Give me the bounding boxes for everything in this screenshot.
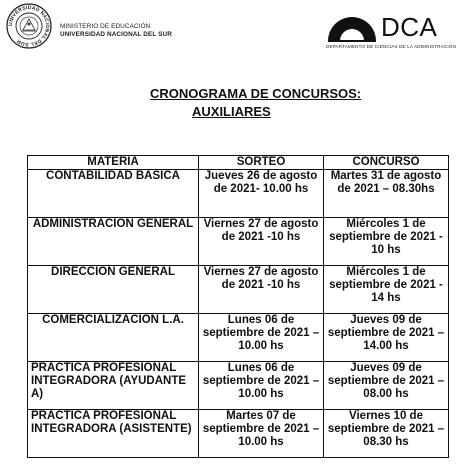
cell-concurso: Viernes 10 de septiembre de 2021 – 08.30 hs	[324, 410, 449, 458]
cell-concurso: Miércoles 1 de septiembre de 2021 - 10 hs	[324, 218, 449, 266]
table-row	[28, 410, 449, 458]
dca-logo-text: DCA	[381, 12, 438, 42]
cell-sorteo: Viernes 27 de agosto de 2021 -10 hs	[199, 218, 324, 266]
header-materia: MATERIA	[28, 156, 199, 170]
table-row	[28, 266, 449, 314]
header-sorteo: SORTEO	[199, 156, 324, 170]
table-row	[28, 218, 449, 266]
table-header-row	[28, 156, 449, 170]
cell-sorteo: Martes 07 de septiembre de 2021 – 10.00 hs	[199, 410, 324, 458]
cell-concurso: Miércoles 1 de septiembre de 2021 - 14 hs	[324, 266, 449, 314]
cell-materia: COMERCIALIZACION L.A.	[28, 314, 199, 362]
table-row	[28, 170, 449, 218]
cell-sorteo: Lunes 06 de septiembre de 2021 – 10.00 hs	[199, 362, 324, 410]
dca-department-name: DEPARTAMENTO DE CIENCIAS DE LA ADMINISTRACIÓN	[326, 44, 456, 49]
page-title: CRONOGRAMA DE CONCURSOS:	[150, 86, 362, 101]
dca-logo	[326, 12, 446, 48]
cell-concurso: Jueves 09 de septiembre de 2021 – 14.00 hs	[324, 314, 449, 362]
svg-text:UNIVERSIDAD NACIONAL DEL SUR: UNIVERSIDAD NACIONAL DEL SUR	[7, 4, 51, 48]
university-seal-logo	[6, 3, 52, 49]
cell-materia: PRACTICA PROFESIONAL INTEGRADORA (ASISTENTE)	[28, 410, 199, 458]
cell-sorteo: Viernes 27 de agosto de 2021 -10 hs	[199, 266, 324, 314]
university-line: UNIVERSIDAD NACIONAL DEL SUR	[60, 31, 172, 38]
cell-concurso: Jueves 09 de septiembre de 2021 – 08.00 hs	[324, 362, 449, 410]
header-concurso: CONCURSO	[324, 156, 449, 170]
schedule-table	[27, 155, 449, 458]
cell-materia: DIRECCION GENERAL	[28, 266, 199, 314]
table-row	[28, 362, 449, 410]
ministry-heading	[60, 23, 172, 39]
page-subtitle: AUXILIARES	[192, 104, 271, 119]
cell-materia: CONTABILIDAD BASICA	[28, 170, 199, 218]
cell-sorteo: Jueves 26 de agosto de 2021- 10.00 hs	[199, 170, 324, 218]
cell-sorteo: Lunes 06 de septiembre de 2021 – 10.00 hs	[199, 314, 324, 362]
dca-arch-icon	[326, 14, 378, 42]
cell-concurso: Martes 31 de agosto de 2021 – 08.30hs	[324, 170, 449, 218]
cell-materia: ADMINISTRACION GENERAL	[28, 218, 199, 266]
ministry-line: MINISTERIO DE EDUCACIÓN	[60, 23, 151, 30]
table-row	[28, 314, 449, 362]
cell-materia: PRACTICA PROFESIONAL INTEGRADORA (AYUDANTE A)	[28, 362, 199, 410]
